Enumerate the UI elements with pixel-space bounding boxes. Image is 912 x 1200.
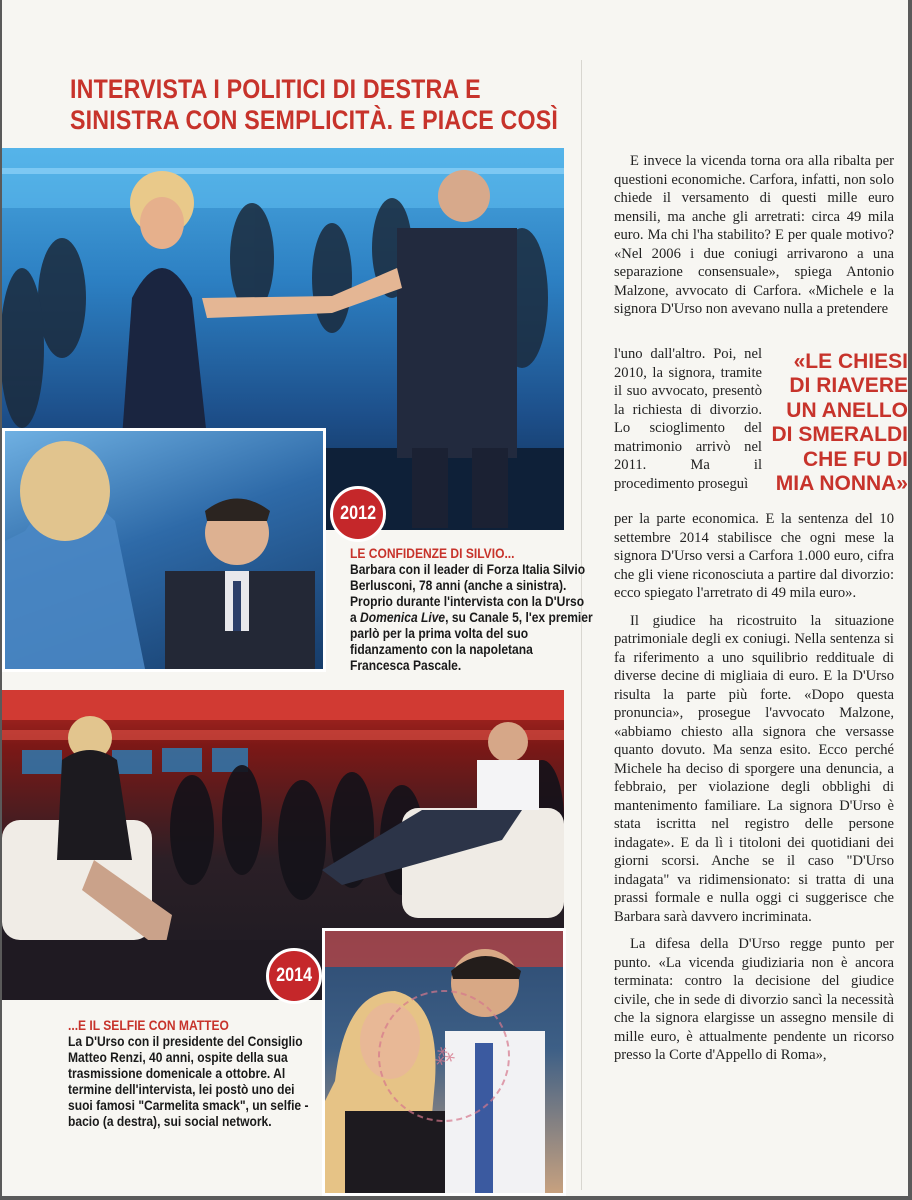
photo-silvio-illustration [5, 431, 323, 669]
article-paragraphs-continued [614, 510, 894, 1065]
caption-2012-inner [350, 546, 593, 674]
headline [70, 74, 559, 136]
photo-silvio-interview [2, 428, 326, 672]
pull-quote-line-2: DI RIAVERE [789, 374, 908, 398]
pull-quote-line-4: DI SMERALDI [771, 423, 908, 447]
left-column [2, 0, 593, 1196]
caption-2014-inner [68, 1018, 320, 1130]
caption-2014 [68, 1018, 316, 1130]
magazine-page [2, 0, 908, 1196]
pull-quote-line-1: «LE CHIESI [793, 350, 908, 373]
caption-2012-kicker: LE CONFIDENZE DI SILVIO... [350, 546, 515, 561]
year-badge-2014-label: 2014 [276, 965, 312, 986]
article-text-3: La difesa della D'Urso regge punto per punto. «La vicenda giudiziaria non è ancora terminata: contro la decisione del giudice civile, che in sede di divorzio sancì la necessità che la signora elargisse un assegno mensile di mille euro, è attualmente pendente un ricorso presso la Corte d'Appello di Roma», [614, 936, 894, 1063]
article-text-2: Il giudice ha ricostruito la situazione patrimoniale degli ex coniugi. Nella sentenza si fa riferimento a uno squilibrio reddituale di diverse decine di migliaia di euro. E la D'Urso risulta la parte più forte. «Dopo questa pronuncia», prosegue l'avvocato Malzone, «abbiamo chiesto alla signora che versasse quanto dovuto. Ma senza esito. Ecco perché Michele ha deciso di sporgere una denuncia, a febbraio, per violazione degli obblighi di mantenimento familiare. La signora D'Urso è stata iscritta nel registro delle persone indagate». E da lì i titoloni dei quotidiani dei giorni scorsi. Anche se il caso "D'Urso indagata" va ridimensionato: si tratta di una prassi formale e nulla oggi ci suggerisce che Barbara sarà davvero incriminata. [614, 612, 894, 925]
article-paragraph-1b [614, 345, 762, 493]
pull-quote [768, 350, 908, 496]
article-text-1c: per la parte economica. E la sentenza del 10 settembre 2014 stabilisce che ogni mese la signora D'Urso versi a Carfora 1.000 euro, cifra che gli viene riconosciuta a partire dal divorzio: ecco spiegato l'arretrato di 49 mila euro». [614, 511, 894, 601]
year-badge-2012-label: 2012 [340, 503, 376, 524]
article-text-1b: l'uno dall'altro. Poi, nel 2010, la signora, tramite il suo avvocato, presentò la richiesta di divorzio. Lo scioglimento del matrimonio arrivò nel 2011. Ma il procedimento proseguì [614, 346, 762, 492]
year-badge-2012 [330, 486, 386, 542]
caption-2012-show-title: Domenica Live [360, 610, 446, 625]
headline-line-2: SINISTRA CON SEMPLICITÀ. E PIACE COSÌ [70, 105, 559, 135]
pull-quote-line-6: MIA NONNA» [775, 472, 908, 496]
article-text-1a: E invece la vicenda torna ora alla ribalta per questioni economiche. Carfora, infatti, non solo chiede il versamento di questi mille euro mensili, ma anche gli arretrati: circa 49 mila euro. Ma chi l'ha stabilito? E per quale motivo? «Nel 2006 i due coniugi arrivarono a una separazione consensuale», spiega Antonio Malzone, avvocato di Carfora. «Michele e la signora D'Urso non avevano nulla a pretendere [614, 153, 894, 317]
caption-2012-text-after: , su Canale 5, l'ex premier parlò per la prima volta del suo fidanzamento con la napoletana Francesca Pascale. [350, 610, 593, 673]
year-badge-2014 [266, 948, 322, 1004]
caption-2014-text: La D'Urso con il presidente del Consiglio Matteo Renzi, 40 anni, ospite della sua trasmissione domenicale a ottobre. Al termine dell'intervista, lei postò uno dei suoi famosi "Carmelita smack", un selfie - bacio (a destra), sui social network. [68, 1034, 309, 1129]
caption-2014-kicker: ...E IL SELFIE CON MATTEO [68, 1018, 229, 1033]
caption-2012 [350, 546, 593, 674]
headline-line-1: INTERVISTA I POLITICI DI DESTRA E [70, 74, 481, 104]
watermark-stamp: ⁂ [359, 971, 528, 1140]
pull-quote-line-3: UN ANELLO [786, 398, 908, 422]
article-paragraph-1a [614, 152, 894, 319]
pull-quote-line-5: CHE FU DI [803, 447, 908, 471]
caption-2012-text-before: Barbara con il leader di Forza Italia Silvio Berlusconi, 78 anni (anche a sinistra). Proprio durante l'intervista con la D'Urso a [350, 562, 586, 625]
